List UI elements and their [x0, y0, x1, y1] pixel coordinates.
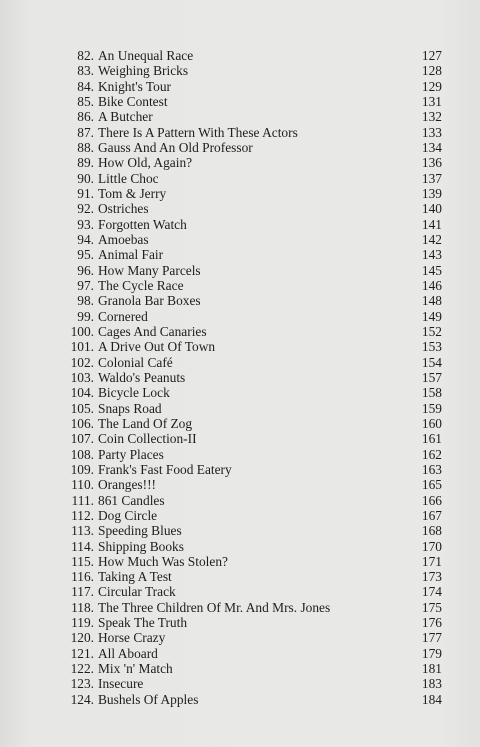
entry-number: 109. — [70, 461, 94, 477]
entry-number: 115. — [71, 553, 94, 569]
entry-page-number: 161 — [421, 431, 442, 447]
entry-page-number: 165 — [421, 477, 442, 493]
entry-number: 113. — [71, 523, 94, 539]
entry-title: Bushels Of Apples — [98, 691, 199, 707]
entry-page-number: 160 — [421, 415, 442, 431]
entry-number: 91. — [77, 185, 94, 201]
entry-title: Speeding Blues — [98, 523, 182, 539]
toc-entry — [66, 201, 442, 216]
entry-page-number: 133 — [421, 124, 442, 140]
entry-page-number: 153 — [421, 339, 442, 355]
toc-entry — [66, 79, 442, 94]
entry-title: Insecure — [98, 676, 144, 692]
entry-number: 108. — [70, 446, 94, 462]
toc-entry — [66, 155, 442, 170]
toc-entry — [66, 554, 442, 569]
entry-page-number: 176 — [421, 615, 442, 631]
toc-entry — [66, 630, 442, 645]
entry-number: 82. — [77, 48, 94, 63]
entry-page-number: 134 — [421, 139, 442, 155]
entry-number: 85. — [77, 93, 94, 109]
toc-entry — [66, 263, 442, 278]
entry-title: Taking A Test — [98, 569, 172, 585]
toc-entry — [66, 324, 442, 339]
entry-number: 90. — [77, 170, 94, 186]
entry-number: 83. — [77, 63, 94, 79]
entry-page-number: 145 — [421, 262, 442, 278]
entry-number: 104. — [70, 385, 94, 401]
entry-number: 84. — [77, 78, 94, 94]
toc-entry — [66, 125, 442, 140]
entry-number: 96. — [77, 262, 94, 278]
toc-entry — [66, 523, 442, 538]
toc-entry — [66, 217, 442, 232]
entry-page-number: 132 — [421, 109, 442, 125]
entry-page-number: 173 — [421, 569, 442, 585]
entry-page-number: 140 — [421, 201, 442, 217]
entry-page-number: 183 — [421, 676, 442, 692]
entry-title: Cages And Canaries — [98, 323, 207, 339]
entry-title: The Land Of Zog — [98, 415, 193, 431]
entry-page-number: 141 — [421, 216, 442, 232]
toc-entry — [66, 661, 442, 676]
toc-entry — [66, 232, 442, 247]
toc-entry — [66, 339, 442, 354]
entry-page-number: 171 — [421, 553, 442, 569]
entry-number: 110. — [71, 477, 94, 493]
entry-title: Colonial Café — [98, 354, 173, 370]
entry-title: A Butcher — [98, 109, 153, 125]
entry-title: Amoebas — [98, 231, 149, 247]
entry-title: Horse Crazy — [98, 630, 166, 646]
toc-entry — [66, 477, 442, 492]
toc-entry — [66, 63, 442, 78]
entry-number: 111. — [71, 492, 94, 508]
toc-entry — [66, 539, 442, 554]
toc-entry — [66, 247, 442, 262]
entry-title: Mix 'n' Match — [98, 661, 173, 677]
entry-number: 97. — [77, 277, 94, 293]
entry-title: Snaps Road — [98, 400, 162, 416]
entry-title: Shipping Books — [98, 538, 184, 554]
entry-number: 103. — [70, 369, 94, 385]
entry-page-number: 159 — [421, 400, 442, 416]
entry-title: Frank's Fast Food Eatery — [98, 461, 232, 477]
entry-title: The Cycle Race — [98, 277, 184, 293]
entry-page-number: 137 — [421, 170, 442, 186]
entry-page-number: 142 — [421, 231, 442, 247]
entry-page-number: 163 — [421, 461, 442, 477]
entry-title: A Drive Out Of Town — [98, 339, 216, 355]
entry-page-number: 166 — [421, 492, 442, 508]
entry-title: 861 Candles — [98, 492, 165, 508]
toc-entry — [66, 171, 442, 186]
toc-entry — [66, 569, 442, 584]
entry-page-number: 177 — [421, 630, 442, 646]
toc-entry — [66, 692, 442, 707]
entry-page-number: 174 — [421, 584, 442, 600]
entry-number: 106. — [70, 415, 94, 431]
entry-page-number: 158 — [421, 385, 442, 401]
entry-title: Speak The Truth — [98, 615, 188, 631]
entry-number: 92. — [77, 201, 94, 217]
toc-entry — [66, 615, 442, 630]
toc-entry — [66, 309, 442, 324]
toc-entry — [66, 447, 442, 462]
entry-number: 89. — [77, 155, 94, 171]
entry-title: Circular Track — [98, 584, 176, 600]
toc-entry — [66, 646, 442, 661]
entry-number: 118. — [71, 599, 94, 615]
entry-page-number: 129 — [421, 78, 442, 94]
toc-entry — [66, 48, 442, 63]
entry-number: 105. — [70, 400, 94, 416]
entry-title: Cornered — [98, 308, 148, 324]
entry-page-number: 131 — [421, 93, 442, 109]
toc-entry — [66, 140, 442, 155]
entry-page-number: 167 — [421, 507, 442, 523]
entry-title: How Much Was Stolen? — [98, 553, 228, 569]
toc-entry — [66, 94, 442, 109]
entry-page-number: 127 — [421, 48, 442, 63]
entry-number: 119. — [71, 615, 94, 631]
entry-page-number: 136 — [421, 155, 442, 171]
entry-number: 100. — [70, 323, 94, 339]
entry-title: Gauss And An Old Professor — [98, 139, 253, 155]
entry-page-number: 128 — [421, 63, 442, 79]
entry-number: 88. — [77, 139, 94, 155]
entry-number: 114. — [71, 538, 94, 554]
entry-number: 107. — [70, 431, 94, 447]
toc-entry — [66, 493, 442, 508]
entry-page-number: 175 — [421, 599, 442, 615]
entry-number: 121. — [70, 645, 94, 661]
toc-entry — [66, 600, 442, 615]
entry-page-number: 139 — [421, 185, 442, 201]
entry-page-number: 181 — [421, 661, 442, 677]
entry-page-number: 148 — [421, 293, 442, 309]
entry-page-number: 179 — [421, 645, 442, 661]
toc-entry — [66, 676, 442, 691]
entry-number: 86. — [77, 109, 94, 125]
entry-number: 99. — [77, 308, 94, 324]
table-of-contents — [66, 48, 442, 707]
entry-title: Waldo's Peanuts — [98, 369, 186, 385]
entry-title: How Many Parcels — [98, 262, 201, 278]
toc-entry — [66, 401, 442, 416]
toc-entry — [66, 508, 442, 523]
entry-number: 93. — [77, 216, 94, 232]
toc-entry — [66, 431, 442, 446]
entry-number: 116. — [71, 569, 94, 585]
entry-title: Bicycle Lock — [98, 385, 170, 401]
entry-page-number: 157 — [421, 369, 442, 385]
entry-title: The Three Children Of Mr. And Mrs. Jones — [98, 599, 331, 615]
entry-number: 94. — [77, 231, 94, 247]
entry-title: There Is A Pattern With These Actors — [98, 124, 298, 140]
entry-title: Oranges!!! — [98, 477, 156, 493]
toc-entry — [66, 355, 442, 370]
entry-title: Little Choc — [98, 170, 159, 186]
entry-title: Bike Contest — [98, 93, 168, 109]
toc-entry — [66, 186, 442, 201]
toc-entry — [66, 109, 442, 124]
entry-title: Tom & Jerry — [98, 185, 167, 201]
entry-number: 117. — [71, 584, 94, 600]
entry-title: Animal Fair — [98, 247, 164, 263]
entry-number: 112. — [71, 507, 94, 523]
toc-entry — [66, 370, 442, 385]
entry-title: Weighing Bricks — [98, 63, 189, 79]
entry-number: 120. — [70, 630, 94, 646]
entry-title: Ostriches — [98, 201, 149, 217]
entry-title: Knight's Tour — [98, 78, 172, 94]
toc-entry — [66, 278, 442, 293]
toc-entry — [66, 293, 442, 308]
entry-page-number: 152 — [421, 323, 442, 339]
entry-page-number: 146 — [421, 277, 442, 293]
entry-number: 124. — [70, 691, 94, 707]
toc-entry — [66, 416, 442, 431]
entry-page-number: 143 — [421, 247, 442, 263]
entry-title: Granola Bar Boxes — [98, 293, 201, 309]
entry-page-number: 184 — [421, 691, 442, 707]
entry-number: 95. — [77, 247, 94, 263]
entry-page-number: 162 — [421, 446, 442, 462]
entry-page-number: 149 — [421, 308, 442, 324]
entry-number: 98. — [77, 293, 94, 309]
entry-page-number: 170 — [421, 538, 442, 554]
entry-title: Dog Circle — [98, 507, 158, 523]
entry-number: 123. — [70, 676, 94, 692]
entry-number: 102. — [70, 354, 94, 370]
entry-title: Party Places — [98, 446, 164, 462]
toc-entry — [66, 584, 442, 599]
entry-number: 101. — [70, 339, 94, 355]
toc-entry — [66, 462, 442, 477]
entry-title: How Old, Again? — [98, 155, 193, 171]
entry-number: 87. — [77, 124, 94, 140]
entry-page-number: 154 — [421, 354, 442, 370]
entry-title: All Aboard — [98, 645, 158, 661]
toc-entry — [66, 385, 442, 400]
entry-title: Coin Collection-II — [98, 431, 197, 447]
entry-title: Forgotten Watch — [98, 216, 187, 232]
entry-title: An Unequal Race — [98, 48, 194, 63]
entry-number: 122. — [70, 661, 94, 677]
entry-page-number: 168 — [421, 523, 442, 539]
